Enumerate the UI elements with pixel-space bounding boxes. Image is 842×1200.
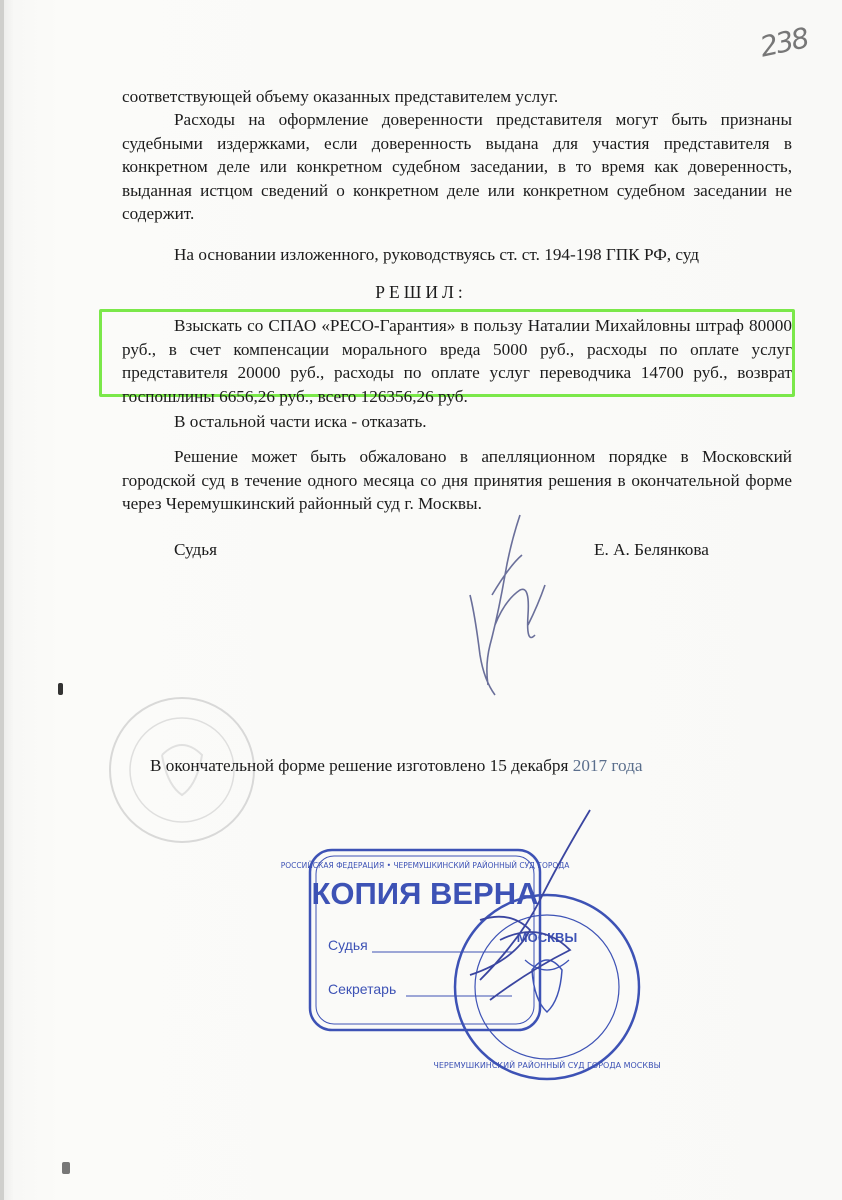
decision-heading: РЕШИЛ: bbox=[375, 282, 467, 302]
paragraph-continuation: соответствующей объему оказанных представителем услуг. bbox=[122, 87, 559, 106]
stamp-header-text: РОССИЙСКАЯ ФЕДЕРАЦИЯ • ЧЕРЕМУШКИНСКИЙ РАЙОННЫЙ СУД ГОРОДА bbox=[280, 861, 570, 870]
paragraph-legal-basis: На основании изложенного, руководствуясь ст. ст. 194-198 ГПК РФ, суд bbox=[174, 245, 700, 264]
seal-ring-text: ЧЕРЕМУШКИНСКИЙ РАЙОННЫЙ СУД ГОРОДА МОСКВЫ bbox=[433, 1061, 661, 1070]
final-form-year: 2017 года bbox=[572, 756, 643, 775]
paragraph-rejection: В остальной части иска - отказать. bbox=[174, 412, 427, 431]
page-edge bbox=[0, 0, 4, 1200]
stamp-secretary-label: Секретарь bbox=[328, 981, 397, 997]
paragraph-appeal: Решение может быть обжаловано в апелляционном порядке в Московский городской суд в течение одного месяца со дня принятия решения в окончательной форме через Черемушкинский районный суд г. Москвы. bbox=[122, 447, 792, 513]
page-number: 238 bbox=[757, 21, 811, 64]
paragraph-award: Взыскать со СПАО «РЕСО-Гарантия» в пользу Наталии Михайловны штраф 80000 руб., в счет компенсации морального вреда 5000 руб., расходы по оплате услуг представителя 20000 руб., расходы по оплате услуг переводчика 14700 руб., возврат госпошлины 6656,26 руб., всего 126356,26 руб. bbox=[122, 316, 792, 406]
stamp-title: КОПИЯ ВЕРНА bbox=[311, 876, 539, 911]
scan-mark bbox=[58, 683, 63, 695]
scan-mark bbox=[62, 1162, 70, 1174]
paragraph-power-of-attorney: Расходы на оформление доверенности представителя могут быть признаны судебными издержками, если доверенность выдана для участия представителя в конкретном деле или конкретном судебном заседании, в то время как доверенность, выданная истцом сведений о конкретном деле или конкретном судебном заседании не содержит. bbox=[122, 110, 792, 223]
seal-center-text: МОСКВЫ bbox=[516, 930, 578, 945]
handwritten-signature bbox=[450, 505, 570, 705]
judge-name: Е. А. Белянкова bbox=[594, 540, 709, 559]
final-form-text: В окончательной форме решение изготовлено 15 декабря bbox=[150, 756, 569, 775]
stamp-judge-label: Судья bbox=[328, 937, 368, 953]
stamp-signature-scribble bbox=[420, 800, 620, 1020]
final-form-date bbox=[150, 756, 643, 776]
judge-label: Судья bbox=[174, 540, 218, 559]
